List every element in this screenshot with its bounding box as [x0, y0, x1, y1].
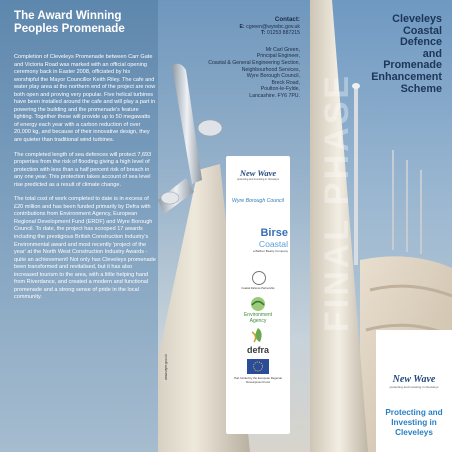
- final-phase-vertical-text: FINAL PHASE: [318, 72, 356, 332]
- new-wave-text: New Wave: [239, 168, 277, 178]
- address-line: Poulton-le-Fylde,: [260, 86, 300, 93]
- address-line: Lancashire. FY6 7PU.: [249, 92, 300, 99]
- contact-tel: [170, 30, 300, 37]
- eu-caption: Part funded by the European Regional Development Fund: [234, 376, 282, 384]
- contact-block: [170, 17, 300, 100]
- email-link[interactable]: cgreen@wyrebc.gov.uk: [246, 23, 300, 30]
- paragraph: The total cost of work completed to date is in excess of £20 million and has been funded primarily by Defra with contributions from Environment Agency, European Regional Development Fund (ERDF) and Wyre Borough Council. To date, the project has scooped 17 awards including the prestigious British Construction Industry's Environmental award and most recently 'project of the year' at the North West Construction Industry Awards - quite an achievement! Not only has Cleveleys promenade been transformed and revitalised, but it has also increased tourism to the area, with a little helping hand from Riverdance, and created a modern and functional promenade and a strong sense of pride in the local community.: [14, 196, 156, 301]
- sponsor-logos: [226, 156, 290, 434]
- contact-email: [170, 24, 300, 31]
- defra-text: defra: [246, 345, 269, 355]
- wyre-council-logo: Wyre Borough Council: [232, 198, 284, 204]
- partnership-icon: [252, 271, 266, 285]
- title-line: Scheme: [400, 82, 442, 95]
- new-wave-logo: [230, 168, 286, 181]
- tagline: [378, 408, 450, 438]
- paragraph: The completed length of sea defences will protect 7,693 properties from the risk of flooding giving a high level of protection with less than a half percent risk of breach in any one year. This protection takes account of sea level rise predicted as a result of climate change.: [14, 151, 152, 188]
- paragraph: Completion of Cleveleys Promenade between Carr Gate and Victoria Road was marked with an official opening ceremony back in Easter 2008, officiated by his worshipful the Mayor Councillor Keith Riley. The cafe and water play area at the northern end of the project are now both open and proving very popular. Five helical turbines have been installed around the cafe and will play a part in powering the building and the promenade's feature lighting. Together these will provide up to 50 megawatts of energy each year with a carbon reduction of over 20,000 kg, and because of their innovative design, they are quieter than traditional wind turbines.: [14, 54, 156, 144]
- title-line-1: The Award Winning: [14, 9, 122, 22]
- coastal-text: Coastal: [258, 239, 288, 249]
- birse-coastal-logo: [230, 227, 288, 253]
- birse-text: Birse: [260, 227, 288, 239]
- brand-card: [376, 330, 452, 452]
- tagline-line-1: Protecting and: [385, 408, 443, 417]
- defra-icon: [248, 326, 268, 344]
- right-panel: [310, 0, 452, 452]
- email-label: E:: [239, 23, 245, 30]
- contact-address: [170, 47, 300, 100]
- eu-flag-icon: [247, 359, 269, 374]
- title-line-2: Peoples Promenade: [14, 22, 125, 35]
- contact-heading: Contact:: [274, 16, 300, 23]
- middle-panel: [158, 0, 310, 452]
- new-wave-subtitle: protecting and investing in Cleveleys: [236, 178, 280, 181]
- title-line: Enhancement: [371, 70, 442, 83]
- address-line: Breck Road,: [271, 79, 300, 86]
- birse-subtitle: a Balfour Beatty Company: [252, 249, 288, 253]
- address-line: Neighbourhood Services,: [241, 66, 300, 73]
- new-wave-logo: [380, 374, 448, 389]
- address-line: Coastal & General Engineering Section,: [208, 59, 300, 66]
- tel-number: 01253 887215: [266, 30, 300, 37]
- title-line: Coastal: [402, 24, 442, 37]
- tagline-line-2: Investing in Cleveleys: [391, 418, 437, 437]
- tel-label: T:: [261, 30, 266, 37]
- address-line: Principal Engineer,: [256, 53, 300, 60]
- body-text: [14, 54, 156, 309]
- title-line: Defence: [399, 36, 442, 49]
- title-line: Cleveleys: [392, 13, 442, 25]
- environment-agency-icon: [248, 296, 268, 312]
- new-wave-subtitle: protecting and investing in Cleveleys: [389, 385, 439, 389]
- title-line: Promenade: [383, 59, 442, 72]
- address-line: Wyre Borough Council,: [246, 73, 300, 80]
- page-title: [14, 9, 154, 35]
- address-line: Mr Carl Green,: [265, 46, 300, 53]
- environment-agency-text: Environment Agency: [243, 312, 273, 324]
- title-line: and: [422, 47, 442, 60]
- partnership-caption: Coastal Defence Partnership: [241, 287, 275, 290]
- new-wave-text: New Wave: [392, 374, 436, 385]
- website-url[interactable]: www.wyre.gov.uk: [164, 354, 168, 380]
- left-panel: [0, 0, 158, 452]
